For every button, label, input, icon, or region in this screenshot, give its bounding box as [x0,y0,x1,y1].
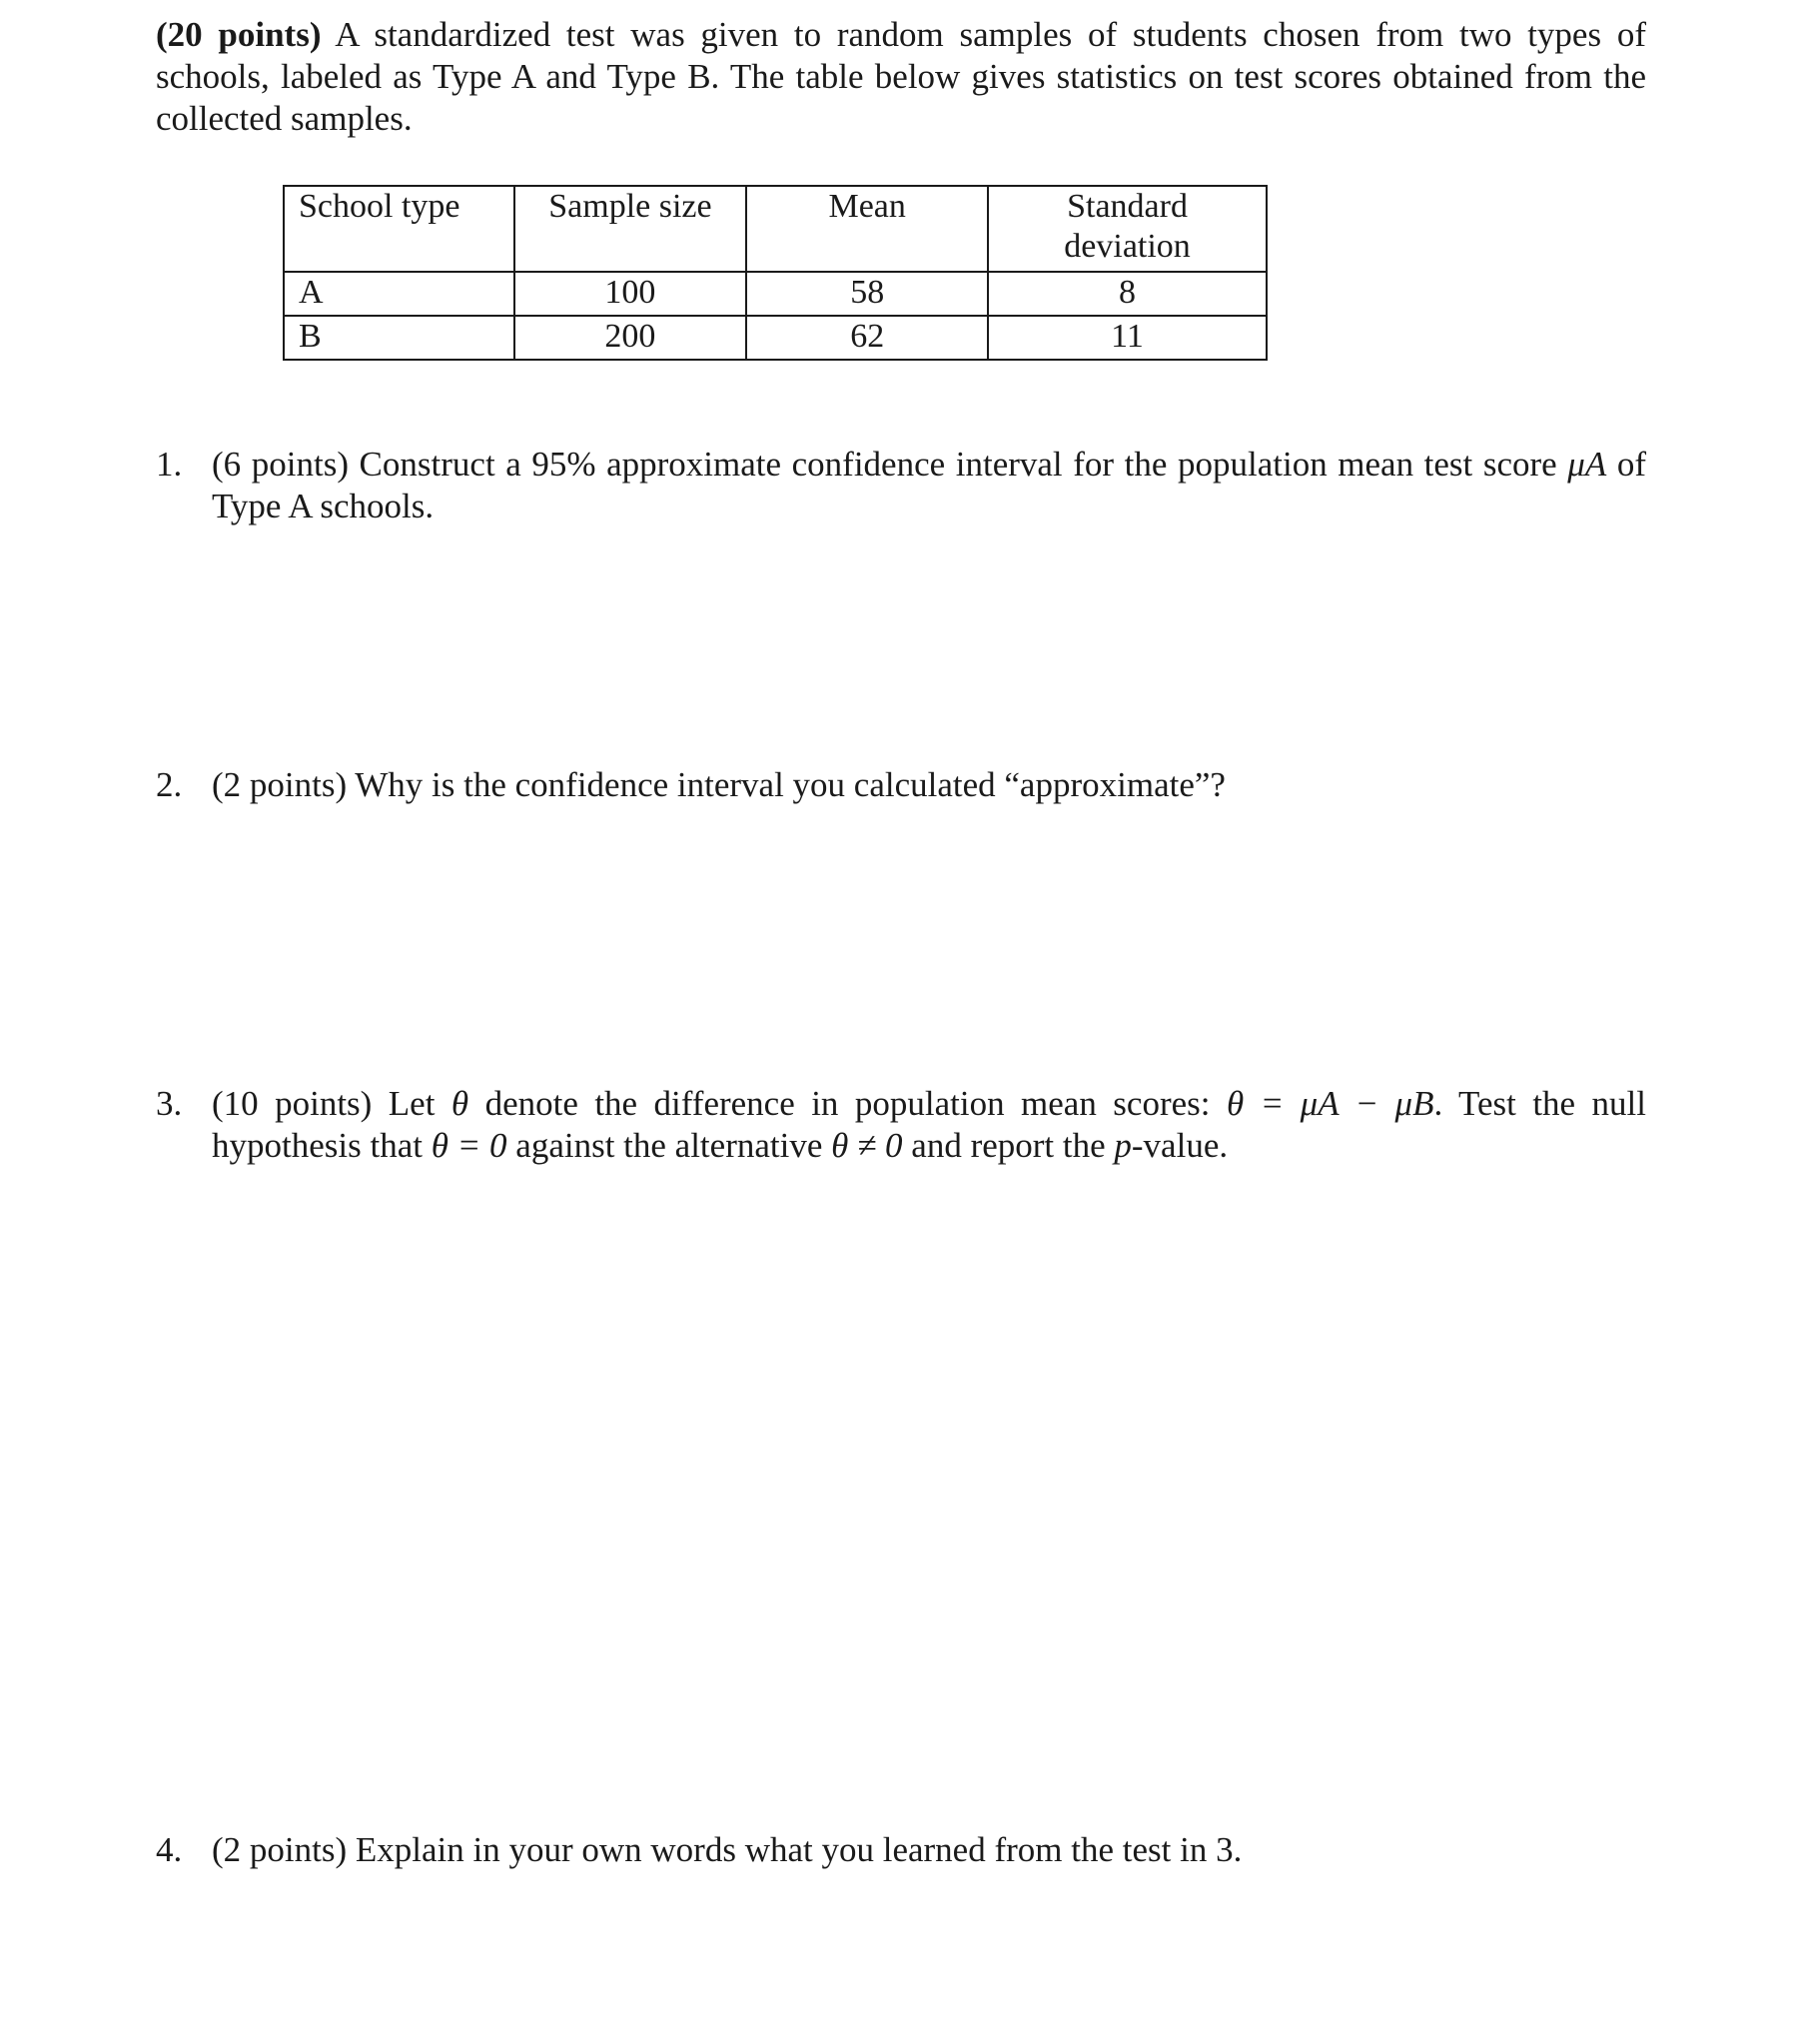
question-text: (2 points) Why is the confidence interval you calculated “approximate”? [212,765,1226,804]
header-standard-deviation: Standard deviation [988,186,1267,272]
question-2 [156,764,1646,806]
cell-mean: 62 [746,316,988,360]
table-row [284,272,1267,316]
table-row [284,316,1267,360]
theta-symbol: θ [450,1084,469,1123]
question-number: 3. [156,1084,183,1123]
question-number: 4. [156,1830,183,1869]
problem-intro [156,14,1646,140]
null-hypothesis: θ = 0 [431,1126,507,1165]
question-text: (6 points) Construct a 95% approximate confidence interval for the population mean test score μA of Type A schools. [212,445,1646,525]
cell-sample-size: 100 [514,272,747,316]
header-sample-size: Sample size [514,186,747,272]
cell-mean: 58 [746,272,988,316]
cell-school-type: A [284,272,514,316]
difference-equation: θ = μA − μB [1226,1084,1434,1123]
question-number: 2. [156,765,183,804]
question-4 [156,1829,1646,1871]
question-number: 1. [156,445,183,484]
problem-text: A standardized test was given to random samples of students chosen from two types of schools, labeled as Type A and Type B. The table below gives statistics on test scores obtained from the collected samples. [156,15,1646,138]
cell-school-type: B [284,316,514,360]
cell-standard-deviation: 11 [988,316,1267,360]
header-school-type: School type [284,186,514,272]
mu-a-symbol: μA [1567,445,1607,484]
problem-points: (20 points) [156,15,322,54]
statistics-table [283,185,1268,361]
question-text: (2 points) Explain in your own words what you learned from the test in 3. [212,1830,1243,1869]
question-3 [156,1083,1646,1167]
table-header-row [284,186,1267,272]
cell-sample-size: 200 [514,316,747,360]
question-1 [156,444,1646,527]
question-text: (10 points) Let θ denote the difference in population mean scores: θ = μA − μB. Test the null hypothesis that θ = 0 against the alternative θ ≠ 0 and report the p-value. [212,1084,1646,1165]
p-symbol: p [1114,1126,1132,1165]
header-mean: Mean [746,186,988,272]
cell-standard-deviation: 8 [988,272,1267,316]
alternative-hypothesis: θ ≠ 0 [831,1126,903,1165]
